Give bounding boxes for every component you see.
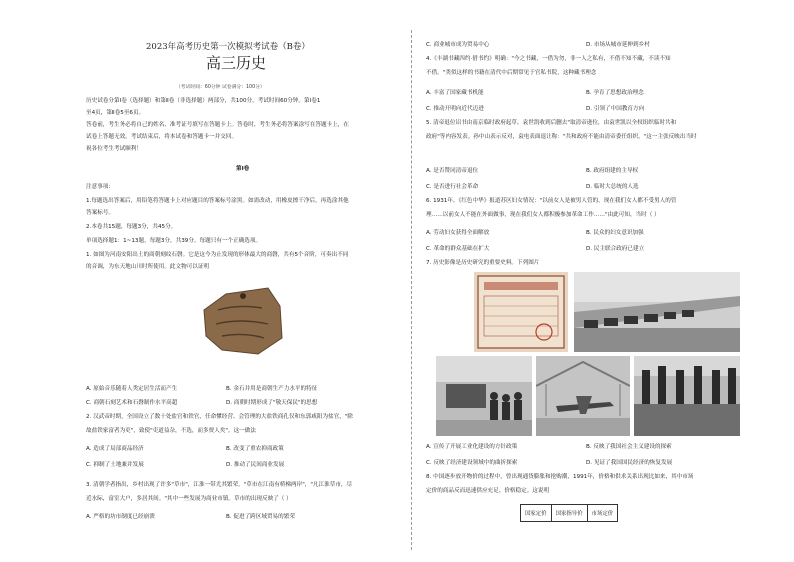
- note-line: 单项选择题1：1~13题，每题3分，共39分。每题只有一个正确选项。: [86, 238, 262, 244]
- q8-line: 8. 中国逐步放开物价的过程中，曾出现通货膨胀和抢购潮，1991年，价格和供求关系出现比如来，其中市场: [426, 474, 694, 480]
- q4-option-d[interactable]: D. 引领了中国教育方向: [586, 106, 645, 112]
- q5-option-a[interactable]: A. 是否赞同清帝退位: [426, 168, 479, 174]
- q1-line: 的音调，为东天地山川时所使用。此文物可以证明: [86, 264, 210, 270]
- time-info: （考试时间：60分钟 试卷满分：100分）: [176, 85, 265, 90]
- q2-option-b[interactable]: B. 改变了重农抑商政策: [226, 446, 284, 452]
- q6-option-a[interactable]: A. 劳动妇女获得全面解放: [426, 230, 490, 236]
- intro-line: 试卷上答题无效。考试结束后，将本试卷和答题卡一并交回。: [86, 134, 238, 140]
- stone-chime-image: [198, 280, 288, 360]
- q5-option-d[interactable]: D. 临时大总统的人选: [586, 184, 639, 190]
- q2-option-d[interactable]: D. 推动了民间商业发展: [226, 462, 285, 468]
- intro-line: 历史试卷分第Ⅰ卷（选择题）和第Ⅱ卷（非选择题）两部分，共100分，考试时间60分钟。第Ⅰ卷1: [86, 98, 321, 104]
- ration-coupon-photo: [474, 272, 568, 352]
- q4-line: 不借。"类似这样的书籍在清代中后期常见于官私书院，这种藏书理念: [426, 70, 597, 76]
- q3-line: 3. 清朝学者指出，乡村出现了许多"草市"，江淮一带尤其繁荣。"草市在江南有桥梯两岸"，"凡江淮草市，尽: [86, 482, 353, 488]
- price-table-header: 市场定价: [587, 505, 618, 522]
- q7-option-b[interactable]: B. 反映了我国社会主义建设的探索: [586, 444, 672, 450]
- q5-option-b[interactable]: B. 政府组建的主导权: [586, 168, 639, 174]
- q2-option-a[interactable]: A. 造成了局部商品经济: [86, 446, 144, 452]
- q6-option-b[interactable]: B. 民众的妇女意识加强: [586, 230, 644, 236]
- q4-option-b[interactable]: B. 孕育了思想政治理念: [586, 90, 644, 96]
- q6-option-c[interactable]: C. 革命的群众基础在扩大: [426, 246, 490, 252]
- intro-line: 答卷前，考生务必将自己的姓名、准考证号填写在答题卡上。答卷时，考生务必将答案涂写在答题卡上，在: [86, 122, 349, 128]
- q7-stem: 7. 历史影像是历史研究的重要史料。下列图片: [426, 260, 540, 266]
- factory-workers-photo: [436, 356, 532, 436]
- section-heading: 第Ⅰ卷: [236, 166, 250, 172]
- q4-line: 4.《丰湖书藏四约·借书约》明确："今之书藏，一借为勿，非一人之私有，不借不知不藏，不读不知: [426, 56, 671, 62]
- q1-option-a[interactable]: A. 原始音乐随着人类定居生活而产生: [86, 386, 178, 392]
- q4-option-c[interactable]: C. 推动开明向近代迈进: [426, 106, 484, 112]
- q7-option-a[interactable]: A. 宣传了开展工业化建设的方针政策: [426, 444, 518, 450]
- price-table-header: 国家定价: [521, 505, 552, 522]
- price-table: [520, 504, 618, 522]
- q7-option-c[interactable]: C. 反映了经济建设领域中的曲折探索: [426, 460, 518, 466]
- q7-option-d[interactable]: D. 见证了我国国民经济的恢复发展: [586, 460, 673, 466]
- q5-line: 政府"等内容发表。孙中山表示反对，袁电表面退让称："共和政府不能由清帝委任组织。"这一主张反映出当时: [426, 134, 697, 140]
- column-divider: [411, 30, 412, 550]
- q1-option-c[interactable]: C. 商朝石刻艺术和石磬制作水平高超: [86, 400, 178, 406]
- exam-title: 2023年高考历史第一次模拟考试卷（B卷）: [146, 42, 310, 52]
- q5-option-c[interactable]: C. 是否进行社会革命: [426, 184, 479, 190]
- parade-banners-photo: [634, 356, 740, 436]
- q3-option-a[interactable]: A. 严格的坊市制度已经崩溃: [86, 514, 155, 520]
- q5-line: 5. 清帝退位诏书由南京临时政府起草，袁世凯收到后删去"取清帝逊位，由袁世凯以全权组织临时共和: [426, 120, 677, 126]
- q6-line: 6. 1931年，《红色中华》报道苏区妇女情况："以前女人是被男人管的，现在我们女人都不受男人的管: [426, 198, 677, 204]
- price-table-header: 国家指导价: [551, 505, 587, 522]
- right-column: [422, 0, 752, 562]
- subject-title: 高三历史: [206, 54, 267, 72]
- q1-option-d[interactable]: D. 商朝时期形成了"敬天保民"的思想: [226, 400, 318, 406]
- note-line: 1.每题选出答案后，用铅笔将答题卡上对应题目的答案标号涂黑。如需改动，用橡皮擦干净后，再选涂其他: [86, 198, 349, 204]
- q6-option-d[interactable]: D. 民主联合政府已建立: [586, 246, 645, 252]
- q8-line: 定价的商品反而迅速供应充足、价格稳定。这说明: [426, 488, 550, 494]
- aircraft-hangar-photo: [536, 356, 630, 436]
- q3-option-d[interactable]: D. 市场从城市延伸到乡村: [586, 42, 650, 48]
- q4-option-a[interactable]: A. 丰富了国家藏书机能: [426, 90, 484, 96]
- q3-option-b[interactable]: B. 促进了跨区域贸易的繁荣: [226, 514, 295, 520]
- intro-line: 至4页，第Ⅱ卷5至6页。: [86, 110, 145, 116]
- q1-line: 1. 如图为河南安阳出土的商朝刻纹石磬。它是这今为止发现的形体最大的商磬，共有5个音阶，可奏出不同: [86, 252, 349, 258]
- q6-line: 理……以前女人不能在外面做事，现在我们女人都积极参加革命工作……"由此可知，当时（ ）: [426, 212, 660, 218]
- note-line: 答案标号。: [86, 210, 114, 216]
- left-column: [86, 0, 404, 562]
- bridge-trucks-photo: [574, 272, 740, 352]
- note-line: 2.本卷共15题，每题3分，共45分。: [86, 224, 177, 230]
- q2-option-c[interactable]: C. 抑制了土地兼并发展: [86, 462, 144, 468]
- intro-line: 祝各位考生考试顺利！: [86, 146, 142, 152]
- q1-option-b[interactable]: B. 金石并用是商朝生产力水平的特征: [226, 386, 318, 392]
- q3-option-c[interactable]: C. 商业城市成为贸易中心: [426, 42, 490, 48]
- notes-title: 注意事项：: [86, 184, 114, 190]
- q3-line: 近水际，富室大户，多居其间。"其中一些发展为商业市镇。草市的出现反映了（ ）: [86, 496, 292, 502]
- q2-line: 2. 汉武帝时期，全国设立了数十处盐官和铁官，任命懂经营、会管理的大盐铁商孔仅和东郭咸阳为盐官，"除: [86, 414, 354, 420]
- q2-line: 故盐铁家富者为吏"，致使"吏道益杂，不选，而多贾人矣"。这一做法: [86, 428, 256, 434]
